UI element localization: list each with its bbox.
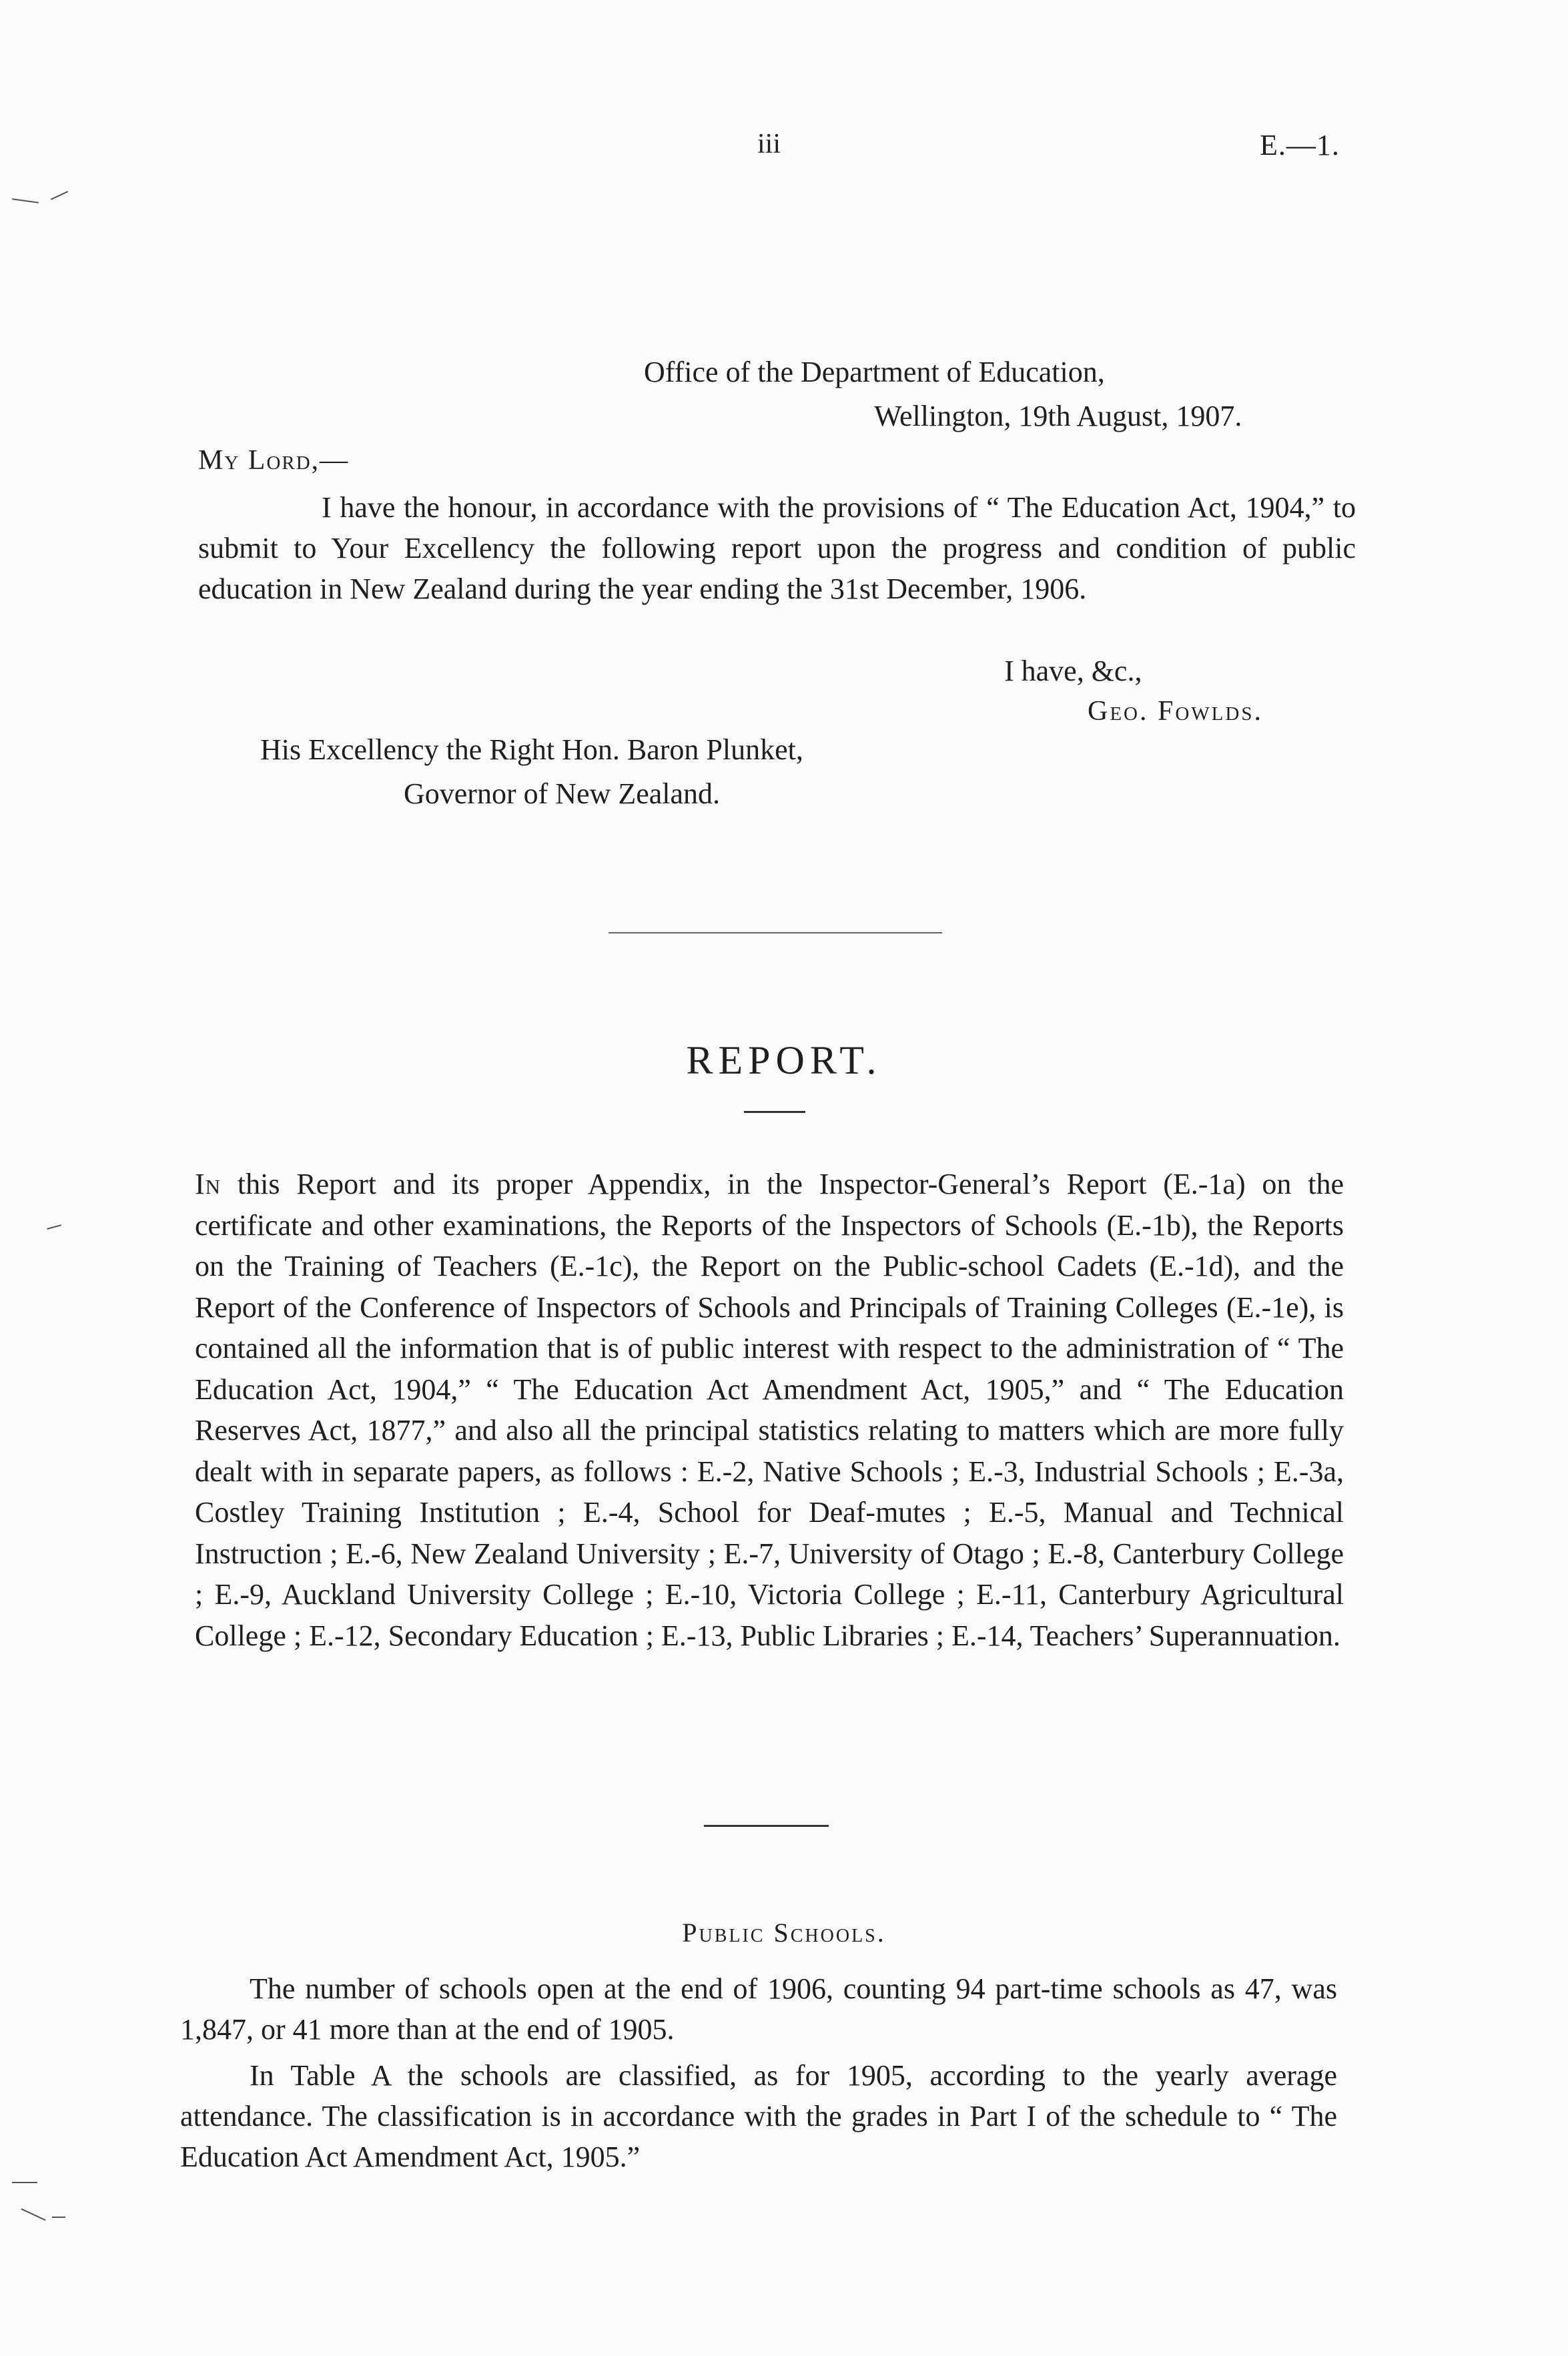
- margin-speck: [21, 2209, 45, 2221]
- letter-signature: Geo. Fowlds.: [1088, 696, 1263, 727]
- letter-closing: I have, &c.,: [1004, 655, 1142, 687]
- report-intro-lead: In: [195, 1168, 222, 1200]
- report-title: REPORT.: [686, 1038, 882, 1082]
- page-number: iii: [757, 129, 781, 159]
- addressee-line-1: His Excellency the Right Hon. Baron Plunket,: [260, 733, 803, 766]
- section-divider: [609, 932, 942, 933]
- letter-place-date: Wellington, 19th August, 1907.: [874, 400, 1242, 432]
- margin-speck: [12, 198, 39, 204]
- letter-body: [198, 487, 1356, 609]
- letter-salutation: My Lord,—: [198, 445, 350, 476]
- margin-speck: [51, 191, 68, 200]
- report-intro-paragraph: [195, 1164, 1344, 1656]
- report-intro: [195, 1164, 1344, 1656]
- public-schools-para-1: The number of schools open at the end of 1906, counting 94 part-time schools as 47, was 1,847, or 41 more than at the end of 1905.: [180, 1972, 1337, 2046]
- document-reference: E.—1.: [1260, 129, 1340, 161]
- section-divider-2: [704, 1825, 829, 1827]
- public-schools-body: [180, 1968, 1337, 2183]
- margin-speck: [47, 1224, 61, 1230]
- public-schools-heading: Public Schools.: [682, 1918, 886, 1948]
- title-underline: [744, 1111, 805, 1113]
- report-intro-text: this Report and its proper Appendix, in the Inspector-General’s Report (E.-1a) on the certificate and other examinations, the Reports of the Inspectors of Schools (E.-1b), the Reports on the Training of Teachers (E.-1c), the Report on the Public-school Cadets (E.-1d), and the Report of the Conference of Inspectors of Schools and Principals of Training Colleges (E.-1e), is contained all the information that is of public interest with respect to the administration of “ The Education Act, 1904,” “ The Education Act Amendment Act, 1905,” and “ The Education Reserves Act, 1877,” and also all the principal statistics relating to matters which are more fully dealt with in separate papers, as follows : E.-2, Native Schools ; E.-3, Industrial Schools ; E.-3a, Costley Training Institution ; E.-4, School for Deaf-mutes ; E.-5, Manual and Technical Instruction ; E.-6, New Zealand University ; E.-7, University of Otago ; E.-8, Canterbury College ; E.-9, Auckland University College ; E.-10, Victoria College ; E.-11, Canterbury Agricultural College ; E.-12, Secondary Education ; E.-13, Public Libraries ; E.-14, Teachers’ Superannuation.: [195, 1168, 1344, 1652]
- letter-body-text: I have the honour, in accordance with the provisions of “ The Education Act, 1904,” to submit to Your Excellency the following report upon the progress and condition of public education in New Zealand during the year ending the 31st December, 1906.: [198, 491, 1356, 605]
- margin-speck: [12, 2182, 37, 2183]
- addressee-line-2: Governor of New Zealand.: [404, 777, 721, 810]
- margin-speck: [52, 2217, 65, 2218]
- letter-office-line: Office of the Department of Education,: [644, 356, 1105, 388]
- public-schools-para-2: In Table A the schools are classified, as for 1905, according to the yearly average attendance. The classification is in accordance with the grades in Part I of the schedule to “ The Education Act Amendment Act, 1905.”: [180, 2059, 1337, 2173]
